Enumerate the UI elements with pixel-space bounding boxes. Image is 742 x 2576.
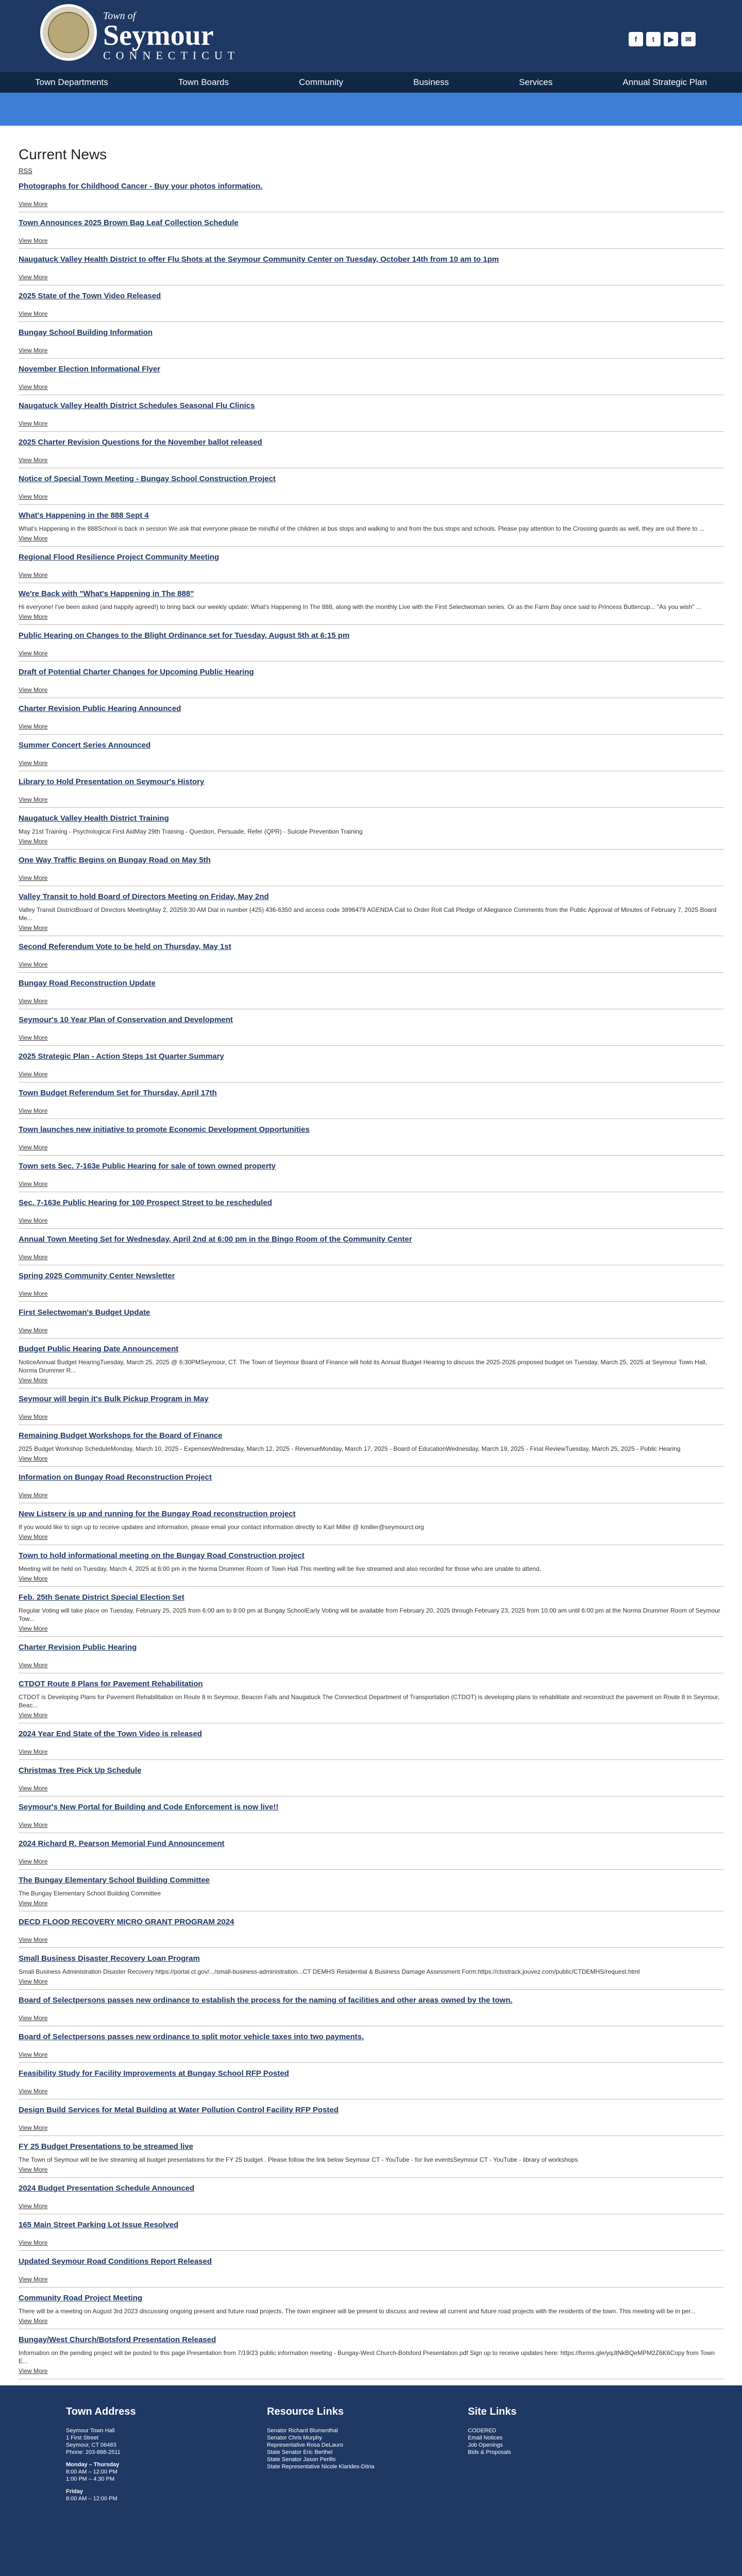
footer-sitelinks: [468, 2406, 669, 2502]
footer-resources: [267, 2406, 468, 2502]
social-links: [629, 32, 696, 46]
news-item: [19, 2142, 723, 2178]
news-item: [19, 1730, 723, 1760]
news-title-link[interactable]: Feb. 25th Senate District Special Election Set: [19, 1593, 184, 1602]
news-title-link[interactable]: First Selectwoman's Budget Update: [19, 1308, 150, 1317]
footer-address-line: 1 First Street: [66, 2435, 98, 2441]
news-item: [19, 704, 723, 735]
news-summary: Small Business Administration Disaster Recovery https://portal.ct.gov/.../small-business-administration...CT DEMHS Residential & Business Damage Assessment Form:https://ctsstrack.jouvez.com/public/CTDEMHS/request.html: [19, 1968, 640, 1975]
view-more-link[interactable]: View More: [19, 1217, 48, 1224]
news-item: [19, 2257, 723, 2287]
news-item: [19, 2032, 723, 2063]
news-title-link[interactable]: Bungay Road Reconstruction Update: [19, 979, 156, 988]
view-more-link[interactable]: View More: [19, 347, 48, 354]
news-list: [19, 182, 723, 2379]
news-summary: The Town of Seymour will be live streaming all budget presentations for the FY 25 budget . Please follow the link below Seymour CT - YouTube - for live eventsSeymour CT - YouTube - library of workshops: [19, 2156, 578, 2163]
news-title-link[interactable]: Naugatuck Valley Health District Training: [19, 814, 169, 823]
news-summary: If you would like to sign up to receive updates and information, please email your contact information directly to Karl Miller @ kmiller@seymourct.org: [19, 1523, 424, 1531]
view-more-link[interactable]: View More: [19, 2317, 48, 2325]
view-more-link[interactable]: View More: [19, 1034, 48, 1041]
news-title-link[interactable]: Annual Town Meeting Set for Wednesday, April 2nd at 6:00 pm in the Bingo Room of the Community Center: [19, 1235, 412, 1244]
news-item: [19, 1680, 723, 1723]
view-more-link[interactable]: View More: [19, 796, 48, 803]
news-item: [19, 1510, 723, 1545]
news-title-link[interactable]: Spring 2025 Community Center Newsletter: [19, 1272, 175, 1280]
news-item: [19, 2294, 723, 2329]
view-more-link[interactable]: View More: [19, 2051, 48, 2058]
news-item: [19, 942, 723, 973]
view-more-link[interactable]: View More: [19, 200, 48, 208]
view-more-link[interactable]: View More: [19, 1858, 48, 1865]
email-icon[interactable]: ✉: [681, 32, 696, 46]
footer-site-link[interactable]: Job Openings: [468, 2442, 503, 2448]
news-item: [19, 892, 723, 936]
news-title-link[interactable]: Notice of Special Town Meeting - Bungay School Construction Project: [19, 474, 276, 483]
view-more-link[interactable]: View More: [19, 1748, 48, 1755]
news-title-link[interactable]: Seymour will begin it's Bulk Pickup Program in May: [19, 1395, 209, 1403]
nav-item-2[interactable]: Community: [299, 77, 344, 87]
news-item: [19, 979, 723, 1009]
news-title-link[interactable]: Naugatuck Valley Health District Schedules Seasonal Flu Clinics: [19, 401, 255, 410]
news-summary: Meeting will be held on Tuesday, March 4, 2025 at 6:00 pm in the Norma Drummer Room of Town Hall.This meeting will be live streamed and also recorded for those who are unable to attend.: [19, 1565, 542, 1572]
footer-address-line: Phone: 203-888-2511: [66, 2449, 121, 2455]
view-more-link[interactable]: View More: [19, 1936, 48, 1943]
news-item: [19, 1954, 723, 1990]
news-summary: Regular Voting will take place on Tuesday, February 25, 2025 from 6:00 am to 8:00 pm at Bungay SchoolEarly Voting will be available from February 20, 2025 through February 23, 2025 from 10:00 am until 6:00 pm at the Norma Drummer Room of Seymour Tow...: [19, 1607, 720, 1622]
view-more-link[interactable]: View More: [19, 383, 48, 391]
news-item: [19, 814, 723, 850]
news-title-link[interactable]: Information on Bungay Road Reconstruction Project: [19, 1473, 212, 1482]
news-title-link[interactable]: 2025 Strategic Plan - Action Steps 1st Quarter Summary: [19, 1052, 224, 1061]
news-title-link[interactable]: FY 25 Budget Presentations to be streamed live: [19, 2142, 193, 2151]
view-more-link[interactable]: View More: [19, 493, 48, 500]
footer-address-title: Town Address: [66, 2406, 136, 2417]
site-header: [0, 0, 742, 72]
view-more-link[interactable]: View More: [19, 1533, 48, 1540]
brand-town-of: Town of: [103, 10, 136, 22]
view-more-link[interactable]: View More: [19, 759, 48, 767]
youtube-icon[interactable]: ▶: [664, 32, 678, 46]
view-more-link[interactable]: View More: [19, 1625, 48, 1632]
view-more-link[interactable]: View More: [19, 274, 48, 281]
news-item: [19, 218, 723, 249]
news-title-link[interactable]: Design Build Services for Metal Building at Water Pollution Control Facility RFP Posted: [19, 2106, 339, 2114]
news-item: [19, 1766, 723, 1797]
facebook-icon[interactable]: f: [629, 32, 643, 46]
news-item: [19, 365, 723, 395]
news-title-link[interactable]: Draft of Potential Charter Changes for Upcoming Public Hearing: [19, 668, 254, 676]
news-title-link[interactable]: Updated Seymour Road Conditions Report Released: [19, 2257, 212, 2266]
news-summary: There will be a meeting on August 3rd 2023 discussing ongoing present and future road projects. The town engineer will be present to discuss and review all current and future road projects with the residents of the town. This meeting will be in per...: [19, 2308, 696, 2315]
town-seal-logo[interactable]: [40, 4, 97, 61]
view-more-link[interactable]: View More: [19, 686, 48, 693]
news-title-link[interactable]: Public Hearing on Changes to the Blight Ordinance set for Tuesday, August 5th at 6:15 pm: [19, 631, 350, 640]
view-more-link[interactable]: View More: [19, 535, 48, 542]
view-more-link[interactable]: View More: [19, 1455, 48, 1462]
news-item: [19, 1089, 723, 1119]
news-title-link[interactable]: Board of Selectpersons passes new ordinance to split motor vehicle taxes into two payments.: [19, 2032, 364, 2041]
view-more-link[interactable]: View More: [19, 1144, 48, 1151]
view-more-link[interactable]: View More: [19, 1290, 48, 1297]
news-title-link[interactable]: 165 Main Street Parking Lot Issue Resolved: [19, 2221, 179, 2229]
news-item: [19, 1272, 723, 1302]
view-more-link[interactable]: View More: [19, 2166, 48, 2173]
view-more-link[interactable]: View More: [19, 2276, 48, 2283]
news-item: [19, 1593, 723, 1637]
news-title-link[interactable]: Small Business Disaster Recovery Loan Program: [19, 1954, 200, 1963]
news-summary: Valley Transit DistrictBoard of Directors MeetingMay 2, 20259:30 AM Dial in number (425) 436-6350 and access code 3896479 AGENDA Call to Order Roll Call Pledge of Allegiance Comments from the Public Approval of Minutes of February 7, 2025 Board Me...: [19, 906, 717, 922]
view-more-link[interactable]: View More: [19, 1821, 48, 1828]
news-item: [19, 2184, 723, 2214]
footer-address-line: Seymour, CT 06483: [66, 2442, 116, 2448]
footer-resource-link[interactable]: Representative Rosa DeLauro: [267, 2442, 343, 2448]
news-title-link[interactable]: Charter Revision Public Hearing Announced: [19, 704, 181, 713]
news-title-link[interactable]: Town sets Sec. 7-163e Public Hearing for sale of town owned property: [19, 1162, 276, 1171]
view-more-link[interactable]: View More: [19, 1413, 48, 1420]
site-brand[interactable]: [103, 10, 240, 62]
news-title-link[interactable]: Second Referendum Vote to be held on Thursday, May 1st: [19, 942, 231, 951]
news-title-link[interactable]: New Listserv is up and running for the Bungay Road reconstruction project: [19, 1510, 296, 1518]
view-more-link[interactable]: View More: [19, 1575, 48, 1582]
page-title: Current News: [19, 146, 107, 162]
news-item: [19, 292, 723, 322]
news-item: [19, 1551, 723, 1587]
page-banner: [0, 93, 742, 126]
news-title-link[interactable]: CTDOT Route 8 Plans for Pavement Rehabilitation: [19, 1680, 203, 1688]
footer-resources-title: Resource Links: [267, 2406, 344, 2417]
news-item: [19, 474, 723, 505]
news-title-link[interactable]: Community Road Project Meeting: [19, 2294, 143, 2302]
news-title-link[interactable]: Town Announces 2025 Brown Bag Leaf Collection Schedule: [19, 218, 239, 227]
view-more-link[interactable]: View More: [19, 1327, 48, 1334]
news-item: [19, 1052, 723, 1082]
news-summary: 2025 Budget Workshop ScheduleMonday, March 10, 2025 - ExpensesWednesday, March 12, 2025 - RevenueMonday, March 17, 2025 - Board of EducationWednesday, March 19, 2025 - Final ReviewTuesday, March 25, 2025 - Public Hearing: [19, 1445, 681, 1452]
nav-item-5[interactable]: Annual Strategic Plan: [622, 77, 707, 87]
view-more-link[interactable]: View More: [19, 924, 48, 931]
nav-item-0[interactable]: Town Departments: [35, 77, 108, 87]
news-title-link[interactable]: Budget Public Hearing Date Announcement: [19, 1345, 179, 1353]
view-more-link[interactable]: View More: [19, 1900, 48, 1907]
news-title-link[interactable]: 2024 Richard R. Pearson Memorial Fund Announcement: [19, 1839, 225, 1848]
news-title-link[interactable]: Valley Transit to hold Board of Directors Meeting on Friday, May 2nd: [19, 892, 269, 901]
view-more-link[interactable]: View More: [19, 2124, 48, 2131]
twitter-icon[interactable]: t: [646, 32, 661, 46]
footer-hours-line: 8:00 AM – 12:00 PM: [66, 2469, 117, 2475]
news-title-link[interactable]: Library to Hold Presentation on Seymour's History: [19, 777, 205, 786]
news-title-link[interactable]: We're Back with "What's Happening in The 888": [19, 589, 194, 598]
news-title-link[interactable]: Town Budget Referendum Set for Thursday, April 17th: [19, 1089, 217, 1097]
news-title-link[interactable]: Photographs for Childhood Cancer - Buy your photos information.: [19, 182, 263, 191]
news-title-link[interactable]: 2025 Charter Revision Questions for the November ballot released: [19, 438, 262, 447]
news-item: [19, 1803, 723, 1833]
nav-item-1[interactable]: Town Boards: [178, 77, 229, 87]
footer-resource-link[interactable]: Senator Richard Blumenthal: [267, 2428, 338, 2434]
news-item: [19, 328, 723, 359]
view-more-link[interactable]: View More: [19, 2088, 48, 2095]
news-title-link[interactable]: What's Happening in the 888 Sept 4: [19, 511, 149, 520]
news-title-link[interactable]: Remaining Budget Workshops for the Board of Finance: [19, 1431, 223, 1440]
news-title-link[interactable]: Bungay/West Church/Botsford Presentation Released: [19, 2335, 216, 2344]
view-more-link[interactable]: View More: [19, 237, 48, 244]
news-title-link[interactable]: Sec. 7-163e Public Hearing for 100 Prospect Street to be rescheduled: [19, 1198, 272, 1207]
news-item: [19, 856, 723, 886]
news-title-link[interactable]: Seymour's New Portal for Building and Code Enforcement is now live!!: [19, 1803, 279, 1811]
news-title-link[interactable]: 2025 State of the Town Video Released: [19, 292, 161, 300]
view-more-link[interactable]: View More: [19, 2014, 48, 2022]
news-item: [19, 2069, 723, 2099]
news-title-link[interactable]: Charter Revision Public Hearing: [19, 1643, 137, 1652]
news-title-link[interactable]: Town launches new initiative to promote Economic Development Opportunities: [19, 1125, 310, 1134]
view-more-link[interactable]: View More: [19, 1711, 48, 1719]
footer-site-link[interactable]: Email Notices: [468, 2435, 503, 2441]
view-more-link[interactable]: View More: [19, 456, 48, 464]
view-more-link[interactable]: View More: [19, 420, 48, 427]
news-item: [19, 1198, 723, 1229]
news-item: [19, 2335, 723, 2379]
footer-hours-line: 8:00 AM – 12:00 PM: [66, 2496, 117, 2502]
news-item: [19, 1839, 723, 1870]
news-summary: Hi everyone! I've been asked (and happily agreed!) to bring back our weekly update: What's Happening In The 888, along with the monthly Live with the First Selectwoman series. Or as the Farm Bay once said to Princess Buttercup... "As you wish" ...: [19, 603, 701, 611]
news-item: [19, 741, 723, 771]
footer-hours-2-label: Friday: [66, 2488, 83, 2495]
news-item: [19, 668, 723, 698]
footer-resource-link[interactable]: Senator Chris Murphy: [267, 2435, 322, 2441]
news-title-link[interactable]: Board of Selectpersons passes new ordinance to establish the process for the naming of facilities and other areas owned by the town.: [19, 1996, 513, 2005]
news-title-link[interactable]: Seymour's 10 Year Plan of Conservation and Development: [19, 1015, 233, 1024]
news-item: [19, 255, 723, 285]
news-summary: Information on the pending project will be posted to this page.Presentation from 7/19/23 public information meeting - Bungay-West Church-Botsford Presentation.pdf Sign up to receive updates here: https://forms.gle/yqJtNkBQeMPM2Z6K6Copy from Town E...: [19, 2349, 715, 2365]
view-more-link[interactable]: View More: [19, 2202, 48, 2210]
footer-hours-1-label: Monday – Thursday: [66, 2462, 120, 2468]
news-summary: What's Happening in the 888School is back in session We ask that everyone please be mindful of the children at bus stops and walking to and from the bus stops and schools. Please pay attention to the Crossing guards as well, they are out there to ...: [19, 525, 704, 532]
news-summary: The Bungay Elementary School Building Committee: [19, 1890, 161, 1897]
footer-sitelinks-title: Site Links: [468, 2406, 517, 2417]
view-more-link[interactable]: View More: [19, 874, 48, 882]
news-item: [19, 1015, 723, 1046]
news-summary: CTDOT is Developing Plans for Pavement Rehabilitation on Route 8 in Seymour, Beacon Falls and Naugatuck The Connecticut Department of Transportation (CTDOT) is developing plans to rehabilitate and reconstruct the pavement on Route 8 in Seymour, Beac...: [19, 1693, 720, 1709]
news-item: [19, 1308, 723, 1338]
news-item: [19, 1643, 723, 1673]
view-more-link[interactable]: View More: [19, 571, 48, 579]
news-item: [19, 1395, 723, 1425]
news-item: [19, 1235, 723, 1265]
news-title-link[interactable]: Bungay School Building Information: [19, 328, 153, 337]
news-title-link[interactable]: November Election Informational Flyer: [19, 365, 161, 374]
view-more-link[interactable]: View More: [19, 1377, 48, 1384]
news-summary: May 21st Training - Psychological First AidMay 29th Training - Question, Persuade, Refer (QPR) - Suicide Prevention Training: [19, 828, 363, 835]
view-more-link[interactable]: View More: [19, 1180, 48, 1188]
footer-site-link[interactable]: CODERED: [468, 2428, 497, 2434]
news-title-link[interactable]: Regional Flood Resilience Project Community Meeting: [19, 553, 220, 562]
news-title-link[interactable]: 2024 Budget Presentation Schedule Announced: [19, 2184, 195, 2193]
view-more-link[interactable]: View More: [19, 1662, 48, 1669]
nav-item-4[interactable]: Services: [519, 77, 553, 87]
view-more-link[interactable]: View More: [19, 1071, 48, 1078]
view-more-link[interactable]: View More: [19, 723, 48, 730]
news-item: [19, 2106, 723, 2136]
view-more-link[interactable]: View More: [19, 310, 48, 317]
footer-resource-link[interactable]: State Senator Jason Perillo: [267, 2456, 336, 2463]
site-footer: [0, 2385, 742, 2576]
nav-item-3[interactable]: Business: [413, 77, 449, 87]
news-item: [19, 2221, 723, 2251]
news-title-link[interactable]: Town to hold informational meeting on the Bungay Road Construction project: [19, 1551, 305, 1560]
view-more-link[interactable]: View More: [19, 1978, 48, 1985]
news-item: [19, 438, 723, 468]
news-item: [19, 1876, 723, 1911]
news-item: [19, 1996, 723, 2026]
news-title-link[interactable]: The Bungay Elementary School Building Committee: [19, 1876, 210, 1885]
news-item: [19, 777, 723, 808]
news-item: [19, 401, 723, 432]
news-title-link[interactable]: Christmas Tree Pick Up Schedule: [19, 1766, 142, 1775]
view-more-link[interactable]: View More: [19, 613, 48, 620]
main-nav: [0, 72, 742, 93]
news-item: [19, 1473, 723, 1503]
view-more-link[interactable]: View More: [19, 2239, 48, 2246]
footer-site-link[interactable]: Bids & Proposals: [468, 2449, 511, 2455]
news-title-link[interactable]: One Way Traffic Begins on Bungay Road on May 5th: [19, 856, 211, 865]
news-item: [19, 1162, 723, 1192]
footer-hours-line: 1:00 PM – 4:30 PM: [66, 2476, 115, 2482]
view-more-link[interactable]: View More: [19, 2367, 48, 2375]
view-more-link[interactable]: View More: [19, 1785, 48, 1792]
footer-resource-link[interactable]: State Senator Eric Berthel: [267, 2449, 333, 2455]
view-more-link[interactable]: View More: [19, 650, 48, 657]
footer-address: [66, 2406, 267, 2502]
view-more-link[interactable]: View More: [19, 1107, 48, 1114]
news-item: [19, 511, 723, 547]
news-title-link[interactable]: 2024 Year End State of the Town Video is released: [19, 1730, 202, 1738]
news-title-link[interactable]: Naugatuck Valley Health District to offer Flu Shots at the Seymour Community Center on Tuesday, October 14th from 10 am to 1pm: [19, 255, 499, 264]
view-more-link[interactable]: View More: [19, 997, 48, 1005]
news-item: [19, 1125, 723, 1156]
news-item: [19, 589, 723, 625]
brand-town-name: Seymour: [103, 20, 214, 52]
view-more-link[interactable]: View More: [19, 1492, 48, 1499]
footer-address-line: Seymour Town Hall: [66, 2428, 115, 2434]
news-summary: NoticeAnnual Budget HearingTuesday, March 25, 2025 @ 6:30PMSeymour, CT. The Town of Seymour Board of Finance will hold its Annual Budget Hearing to discuss the 2025-2026 proposed budget on Tuesday, March 25, 2025 at Seymour Town Hall, Norma Drummer R...: [19, 1359, 707, 1374]
main-content: [0, 126, 742, 2379]
news-item: [19, 182, 723, 212]
seal-emblem: [48, 12, 89, 53]
brand-state: CONNECTICUT: [103, 49, 240, 62]
news-item: [19, 1345, 723, 1388]
view-more-link[interactable]: View More: [19, 961, 48, 968]
news-title-link[interactable]: DECD FLOOD RECOVERY MICRO GRANT PROGRAM 2024: [19, 1918, 234, 1926]
news-item: [19, 553, 723, 583]
view-more-link[interactable]: View More: [19, 1253, 48, 1261]
news-item: [19, 1431, 723, 1467]
rss-link[interactable]: RSS: [19, 167, 32, 175]
footer-resource-link[interactable]: State Representative Nicole Klarides-Ditria: [267, 2464, 375, 2470]
news-item: [19, 631, 723, 662]
view-more-link[interactable]: View More: [19, 838, 48, 845]
news-item: [19, 1918, 723, 1948]
news-title-link[interactable]: Feasibility Study for Facility Improvements at Bungay School RFP Posted: [19, 2069, 289, 2078]
news-title-link[interactable]: Summer Concert Series Announced: [19, 741, 151, 750]
